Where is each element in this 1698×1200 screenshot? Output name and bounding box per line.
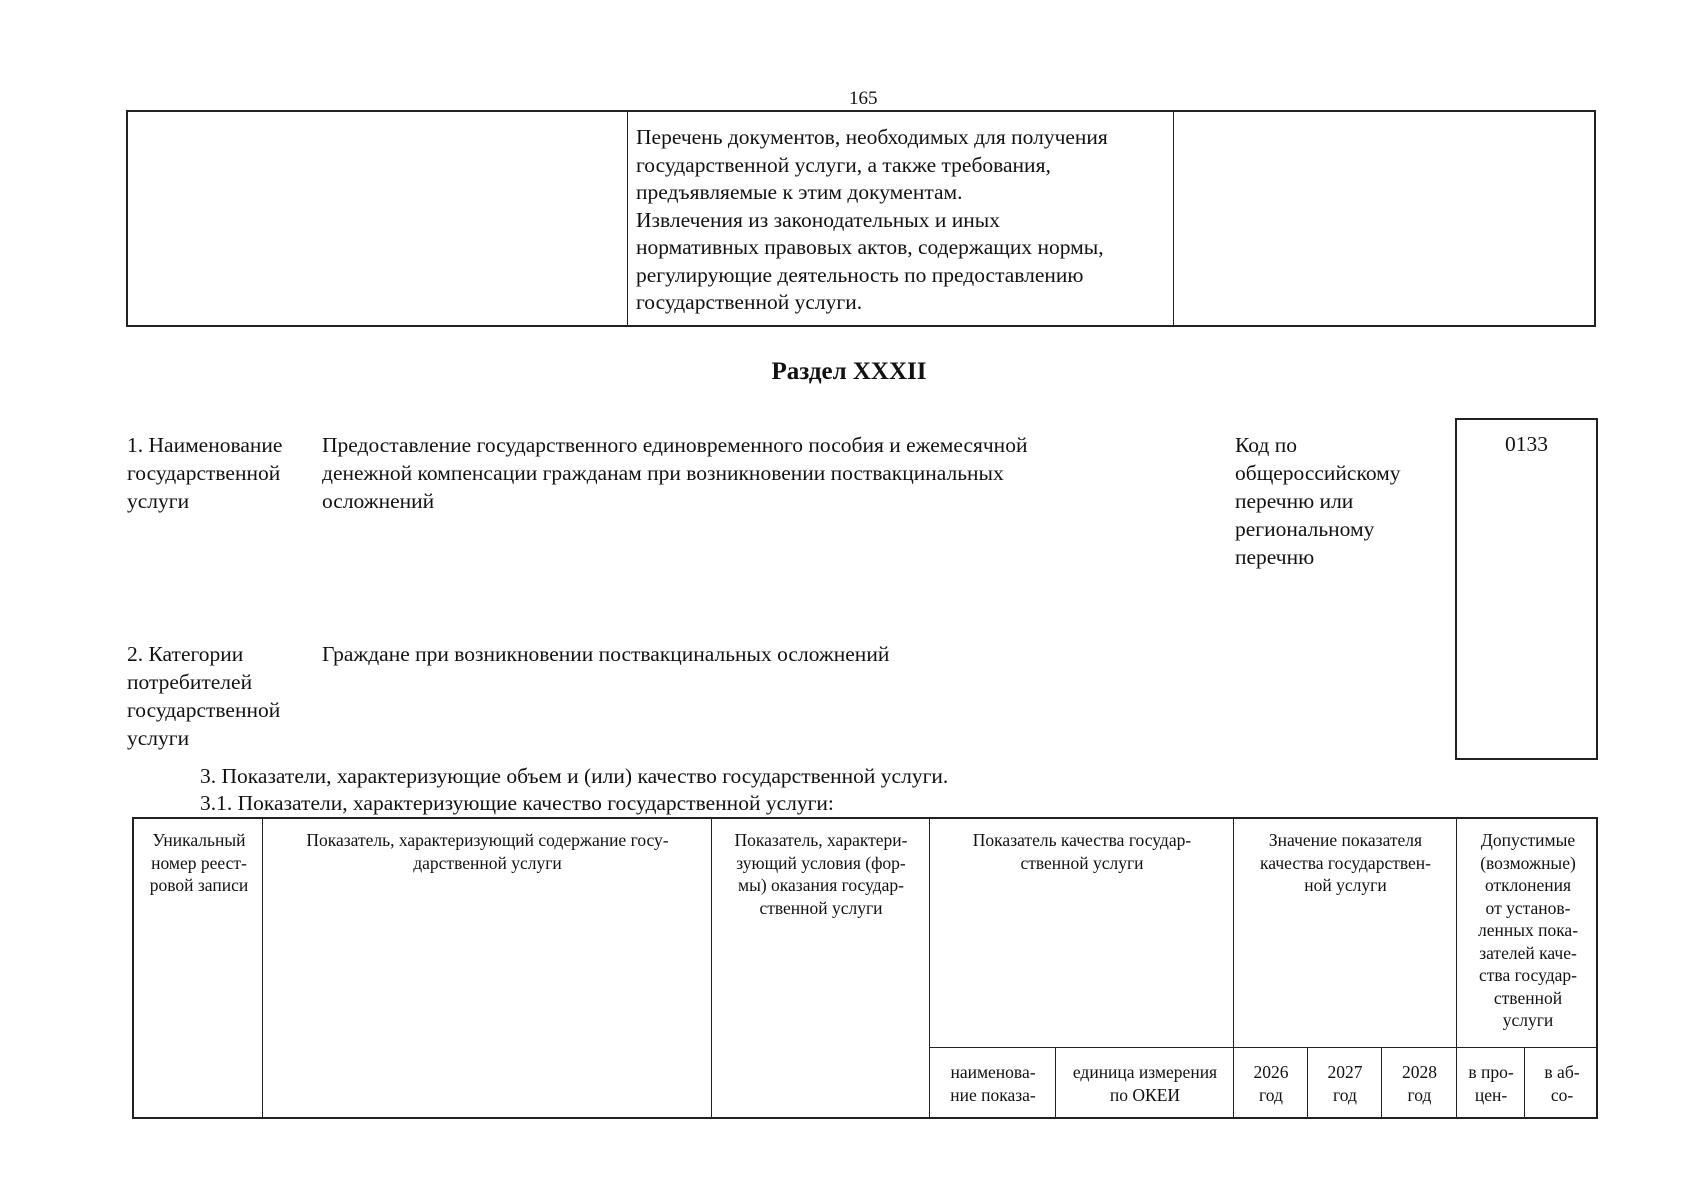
consumers-label	[127, 640, 280, 752]
text-line: государственной услуги.	[636, 290, 863, 314]
text-line: наименова-	[950, 1062, 1036, 1082]
text-line: Значение показателя	[1268, 830, 1423, 850]
text-line: денежной компенсации гражданам при возникновении поствакцинальных	[322, 461, 1004, 485]
text-line: перечню	[1235, 545, 1315, 569]
text-line: государственной	[127, 461, 281, 485]
text-line: мы) оказания государ-	[738, 875, 904, 895]
text-line: осложнений	[322, 489, 435, 513]
subheader-unit-okei	[1057, 1061, 1233, 1106]
quality-indicators-table	[132, 817, 1598, 1119]
header-allowed-deviations	[1458, 829, 1598, 1032]
text-line: Перечень документов, необходимых для получения	[636, 125, 1108, 149]
text-line: от установ-	[1485, 897, 1571, 918]
table-divider	[929, 1047, 1598, 1048]
subheader-percent	[1458, 1061, 1524, 1106]
text-line: Показатель качества государ-	[972, 830, 1192, 850]
registry-code-label	[1235, 431, 1401, 571]
text-line: единица измерения	[1072, 1062, 1218, 1082]
text-line: 2027	[1327, 1062, 1363, 1082]
text-line: ной услуги	[1304, 875, 1387, 895]
header-content-indicator	[264, 829, 711, 874]
table-divider	[627, 112, 628, 325]
consumers-value	[322, 640, 889, 668]
text-line: Уникальный	[152, 830, 246, 850]
header-quality-indicator	[931, 829, 1233, 874]
text-line: по ОКЕИ	[1109, 1084, 1181, 1105]
quality-heading: 3.1. Показатели, характеризующие качество государственной услуги:	[200, 791, 834, 815]
text-line: дарственной услуги	[413, 852, 562, 873]
text-line: год	[1259, 1084, 1283, 1105]
registry-code-value: 0133	[1505, 432, 1548, 456]
table-divider	[1233, 819, 1234, 1117]
text-line: ленных пока-	[1477, 920, 1579, 940]
text-line: услуги	[127, 489, 190, 513]
subheader-absolute	[1526, 1061, 1598, 1106]
service-name-value	[322, 431, 1215, 515]
table-divider	[711, 819, 712, 1117]
table-divider	[1456, 819, 1457, 1117]
registry-code-box	[1455, 418, 1598, 760]
text-line: ственной	[1493, 987, 1563, 1008]
subheader-indicator-name	[931, 1061, 1055, 1106]
text-line: зующий условия (фор-	[736, 852, 906, 873]
text-line: 2026	[1253, 1062, 1289, 1082]
text-line: регулирующие деятельность по предоставлению	[636, 262, 1084, 287]
text-line: качества государствен-	[1260, 852, 1431, 873]
text-line: отклонения	[1484, 875, 1572, 895]
text-line: ства государ-	[1479, 965, 1577, 985]
text-line: зателей каче-	[1479, 942, 1577, 963]
text-line: цен-	[1474, 1084, 1508, 1105]
text-line: ственной услуги	[759, 897, 883, 918]
service-name-label	[127, 431, 282, 515]
text-line: перечню или	[1235, 489, 1354, 513]
text-line: год	[1407, 1084, 1432, 1105]
text-line: 2028	[1402, 1062, 1437, 1082]
text-line: Допустимые	[1480, 830, 1576, 850]
text-line: год	[1333, 1084, 1357, 1105]
text-line: предъявляемые к этим документам.	[636, 180, 963, 204]
table-divider	[929, 819, 930, 1117]
text-line: Извлечения из законодательных и иных	[636, 207, 1000, 232]
text-line: общероссийскому	[1235, 461, 1401, 485]
table-divider	[1055, 1048, 1056, 1117]
subheader-year-2028	[1383, 1061, 1456, 1106]
text-line: Граждане при возникновении поствакцинальных осложнений	[322, 642, 890, 666]
text-line: (возможные)	[1480, 852, 1576, 873]
text-line: Предоставление государственного единовременного пособия и ежемесячной	[322, 433, 1028, 457]
subheader-year-2026	[1235, 1061, 1307, 1106]
table-divider	[1307, 1048, 1308, 1117]
subheader-year-2027	[1309, 1061, 1381, 1106]
text-line: 2. Категории	[127, 642, 244, 666]
text-line: региональному	[1235, 517, 1375, 541]
table-divider	[1524, 1048, 1525, 1117]
text-line: в про-	[1468, 1062, 1514, 1082]
text-line: государственной	[127, 698, 281, 722]
required-documents-text	[636, 124, 1176, 317]
table-divider	[1381, 1048, 1382, 1117]
text-line: со-	[1550, 1084, 1574, 1105]
text-line: ственной услуги	[1020, 852, 1144, 873]
indicators-heading: 3. Показатели, характеризующие объем и (или) качество государственной услуги.	[200, 764, 949, 788]
text-line: 1. Наименование	[127, 433, 283, 457]
text-line: в аб-	[1544, 1062, 1580, 1082]
text-line: государственной услуги, а также требования,	[636, 152, 1051, 177]
section-title: Раздел XXXII	[771, 358, 927, 385]
header-indicator-value	[1235, 829, 1456, 897]
text-line: Код по	[1235, 433, 1297, 457]
header-registry-number	[136, 829, 262, 897]
text-line: услуги	[127, 726, 190, 750]
header-conditions-indicator	[713, 829, 929, 919]
text-line: нормативных правовых актов, содержащих нормы,	[636, 235, 1104, 259]
table-divider	[262, 819, 263, 1117]
text-line: ние показа-	[950, 1084, 1036, 1105]
text-line: потребителей	[127, 670, 253, 694]
text-line: номер реест-	[151, 852, 247, 873]
text-line: услуги	[1502, 1010, 1554, 1030]
text-line: Показатель, характери-	[734, 830, 908, 850]
page-number: 165	[849, 88, 878, 109]
text-line: ровой записи	[149, 875, 249, 895]
text-line: Показатель, характеризующий содержание госу-	[306, 830, 669, 850]
